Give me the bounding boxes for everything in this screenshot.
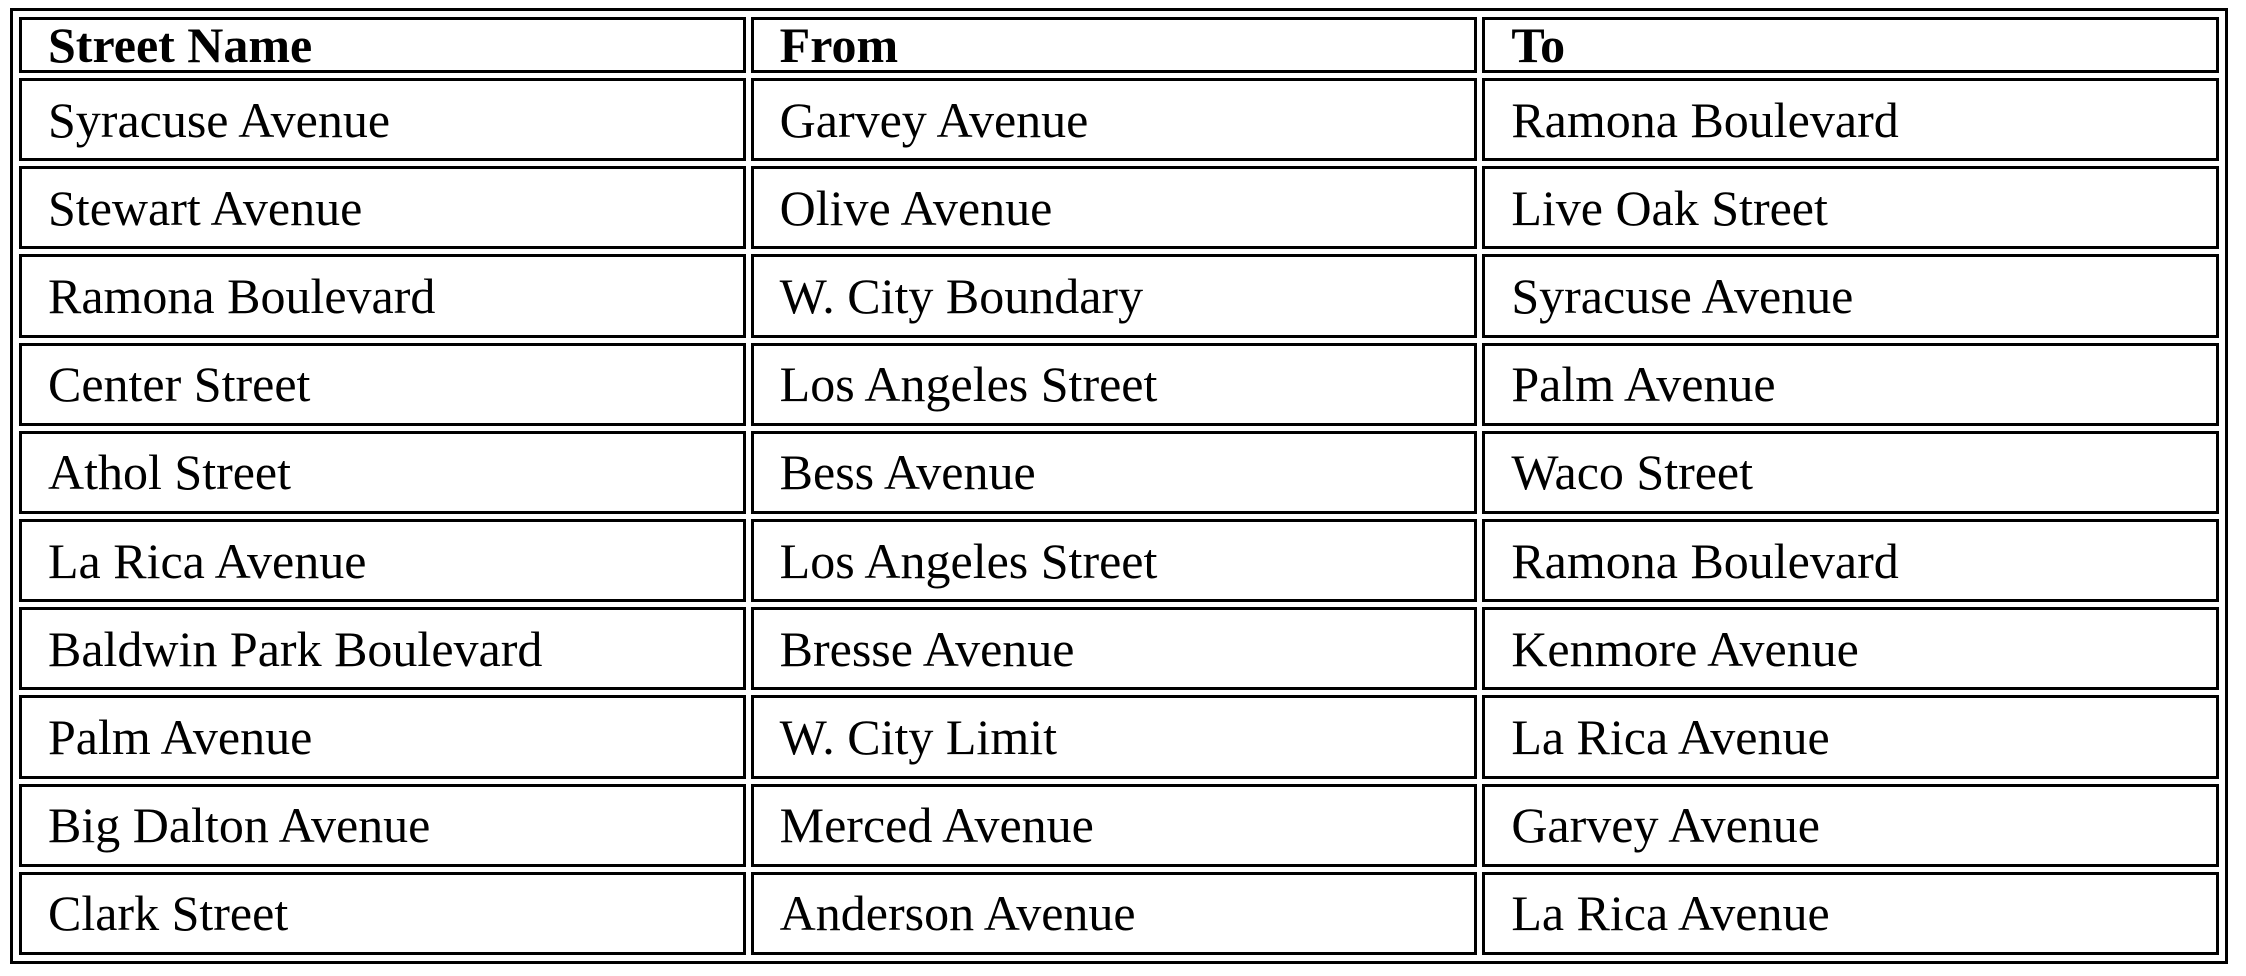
cell-to: La Rica Avenue xyxy=(1482,872,2219,955)
cell-from: W. City Boundary xyxy=(751,254,1478,337)
table-row xyxy=(19,254,2219,337)
cell-from: Bess Avenue xyxy=(751,431,1478,514)
cell-from: Los Angeles Street xyxy=(751,519,1478,602)
table-row xyxy=(19,431,2219,514)
cell-street-name: Clark Street xyxy=(19,872,746,955)
header-to: To xyxy=(1482,17,2219,73)
header-from: From xyxy=(751,17,1478,73)
cell-to: Kenmore Avenue xyxy=(1482,607,2219,690)
cell-from: Los Angeles Street xyxy=(751,343,1478,426)
cell-from: Merced Avenue xyxy=(751,784,1478,867)
streets-table xyxy=(14,12,2224,960)
cell-from: Anderson Avenue xyxy=(751,872,1478,955)
cell-street-name: Center Street xyxy=(19,343,746,426)
table-row xyxy=(19,343,2219,426)
cell-street-name: Ramona Boulevard xyxy=(19,254,746,337)
cell-street-name: Stewart Avenue xyxy=(19,166,746,249)
cell-to: Live Oak Street xyxy=(1482,166,2219,249)
cell-street-name: Palm Avenue xyxy=(19,695,746,778)
cell-from: W. City Limit xyxy=(751,695,1478,778)
cell-to: La Rica Avenue xyxy=(1482,695,2219,778)
cell-street-name: La Rica Avenue xyxy=(19,519,746,602)
table-row xyxy=(19,607,2219,690)
table-row xyxy=(19,166,2219,249)
cell-to: Palm Avenue xyxy=(1482,343,2219,426)
cell-to: Syracuse Avenue xyxy=(1482,254,2219,337)
table-row xyxy=(19,872,2219,955)
table-row xyxy=(19,784,2219,867)
cell-street-name: Athol Street xyxy=(19,431,746,514)
cell-from: Bresse Avenue xyxy=(751,607,1478,690)
cell-street-name: Big Dalton Avenue xyxy=(19,784,746,867)
cell-from: Garvey Avenue xyxy=(751,78,1478,161)
header-street-name: Street Name xyxy=(19,17,746,73)
cell-to: Waco Street xyxy=(1482,431,2219,514)
cell-to: Ramona Boulevard xyxy=(1482,519,2219,602)
cell-street-name: Syracuse Avenue xyxy=(19,78,746,161)
cell-from: Olive Avenue xyxy=(751,166,1478,249)
cell-to: Garvey Avenue xyxy=(1482,784,2219,867)
table-row xyxy=(19,519,2219,602)
table-row xyxy=(19,78,2219,161)
table-header-row xyxy=(19,17,2219,73)
cell-street-name: Baldwin Park Boulevard xyxy=(19,607,746,690)
table-row xyxy=(19,695,2219,778)
cell-to: Ramona Boulevard xyxy=(1482,78,2219,161)
